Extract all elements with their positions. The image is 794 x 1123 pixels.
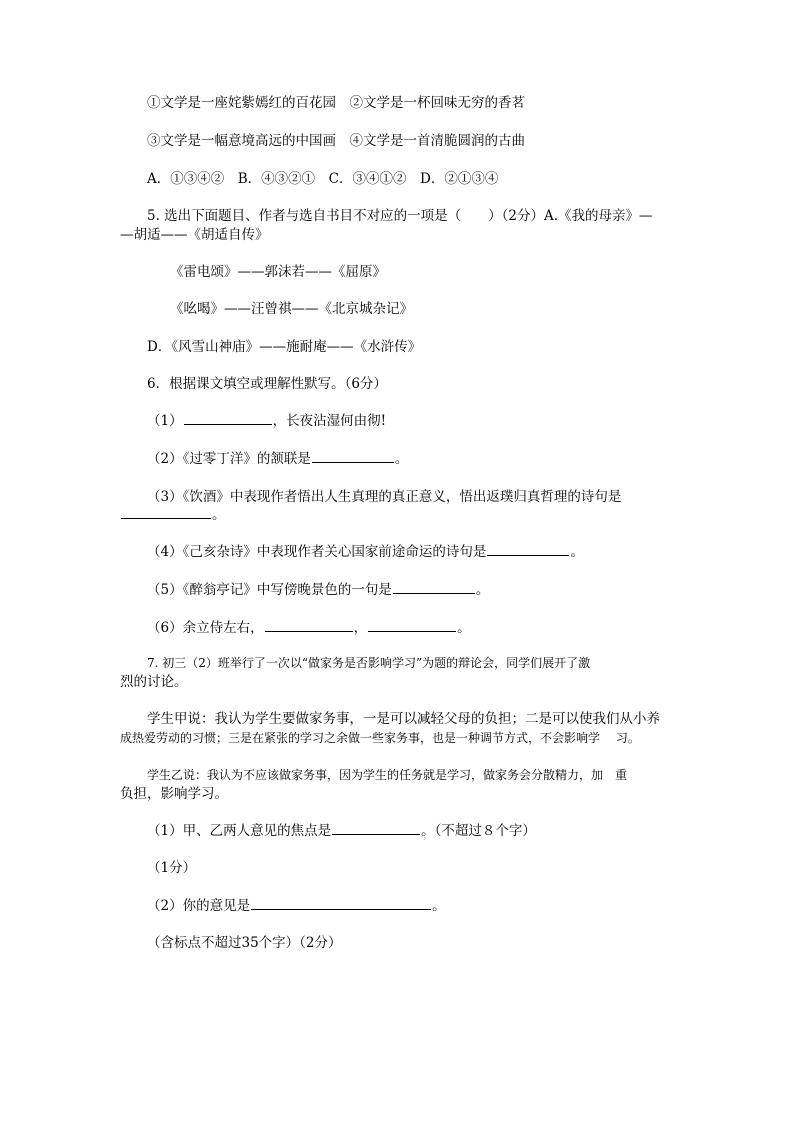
- item-2-suffix: 。: [394, 451, 409, 467]
- question-5-stem: 5. 选出下面题目、作者与选自书目不对应的一项是（ ）（2分）A.《我的母亲》—: [147, 208, 653, 224]
- answer-blank[interactable]: [393, 581, 475, 594]
- item-1-prefix: （1）: [147, 413, 183, 429]
- student-b-statement: 学生乙说：我认为不应该做家务事，因为学生的任务就是学习，做家务会分散精力，加 重: [147, 768, 628, 782]
- student-a-statement: 学生甲说：我认为学生要做家务事，一是可以减轻父母的负担；二是可以使我们从小养: [147, 711, 660, 727]
- question-6-item-5: [147, 581, 489, 599]
- item-1-suffix: ，长夜沾湿何由彻!: [272, 413, 387, 429]
- answer-blank[interactable]: [265, 619, 353, 632]
- answer-blank[interactable]: [184, 412, 272, 425]
- question-7-item-2-note: （含标点不超过35个字）（2分）: [147, 935, 342, 951]
- item-2-prefix: （2）《过零丁洋》的颔联是: [147, 451, 311, 467]
- option-list-line-2: ③文学是一幅意境高远的中国画 ④文学是一首清脆圆润的古曲: [147, 133, 525, 149]
- answer-blank[interactable]: [121, 506, 211, 519]
- question-6-item-4: [147, 543, 584, 561]
- question-7-item-1: [147, 822, 536, 840]
- question-7-item-2: [147, 897, 446, 915]
- item-5-prefix: （5）《醉翁亭记》中写傍晚景色的一句是: [147, 582, 392, 598]
- question-5-option-d: D．《风雪山神庙》——施耐庵——《水浒传》: [147, 339, 422, 355]
- question-6-item-1: [147, 412, 386, 430]
- question-6-item-6: [147, 619, 471, 637]
- answer-blank[interactable]: [368, 619, 456, 632]
- item-6-prefix: （6）余立侍左右，: [147, 620, 264, 636]
- q7-item-2-suffix: 。: [432, 898, 446, 914]
- item-4-prefix: （4）《己亥杂诗》中表现作者关心国家前途命运的诗句是: [147, 544, 487, 560]
- item-6-suffix: 。: [457, 620, 471, 636]
- question-6-item-2: [147, 450, 408, 468]
- question-6-item-3-blank-line: [120, 506, 226, 524]
- q7-item-1-prefix: （1）甲、乙两人意见的焦点是: [147, 823, 332, 839]
- item-6-separator: ，: [353, 620, 368, 636]
- question-5-option-b: 《雷电颂》——郭沫若——《屈原》: [170, 264, 386, 280]
- question-7-stem-cont: 烈的讨论。: [120, 674, 188, 690]
- question-5-option-a-cont: —胡适——《胡适自传》: [120, 227, 269, 243]
- answer-blank[interactable]: [312, 450, 394, 463]
- question-6-stem: 6．根据课文填空或理解性默写。（6分）: [147, 376, 387, 392]
- answer-blank[interactable]: [487, 543, 569, 556]
- q7-item-2-prefix: （2）你的意见是: [147, 898, 251, 914]
- answer-blank[interactable]: [251, 897, 431, 910]
- question-7-item-1-points: （1分）: [147, 860, 197, 876]
- answer-choices-line: A．①③④② B．④③②① C．③④①② D．②①③④: [147, 171, 499, 187]
- item-4-suffix: 。: [570, 544, 584, 560]
- question-7-stem: 7. 初三（2）班举行了一次以“做家务是否影响学习”为题的辩论会，同学们展开了激: [147, 656, 591, 670]
- answer-blank[interactable]: [332, 822, 420, 835]
- q7-item-1-suffix: 。（不超过８个字）: [421, 823, 536, 839]
- option-list-line-1: ①文学是一座姹紫嫣红的百花园 ②文学是一杯回味无穷的香茗: [147, 95, 525, 111]
- question-5-option-c: 《吆喝》——汪曾祺——《北京城杂记》: [170, 301, 413, 317]
- student-b-statement-cont: 负担，影响学习。: [120, 786, 228, 802]
- item-3-suffix: 。: [212, 507, 226, 523]
- question-6-item-3: （3）《饮酒》中表现作者悟出人生真理的真正意义，悟出返璞归真哲理的诗句是: [147, 489, 622, 505]
- student-a-statement-cont: 成热爱劳动的习惯；三是在紧张的学习之余做一些家务事，也是一种调节方式，不会影响学 习。: [120, 731, 640, 745]
- item-5-suffix: 。: [475, 582, 490, 598]
